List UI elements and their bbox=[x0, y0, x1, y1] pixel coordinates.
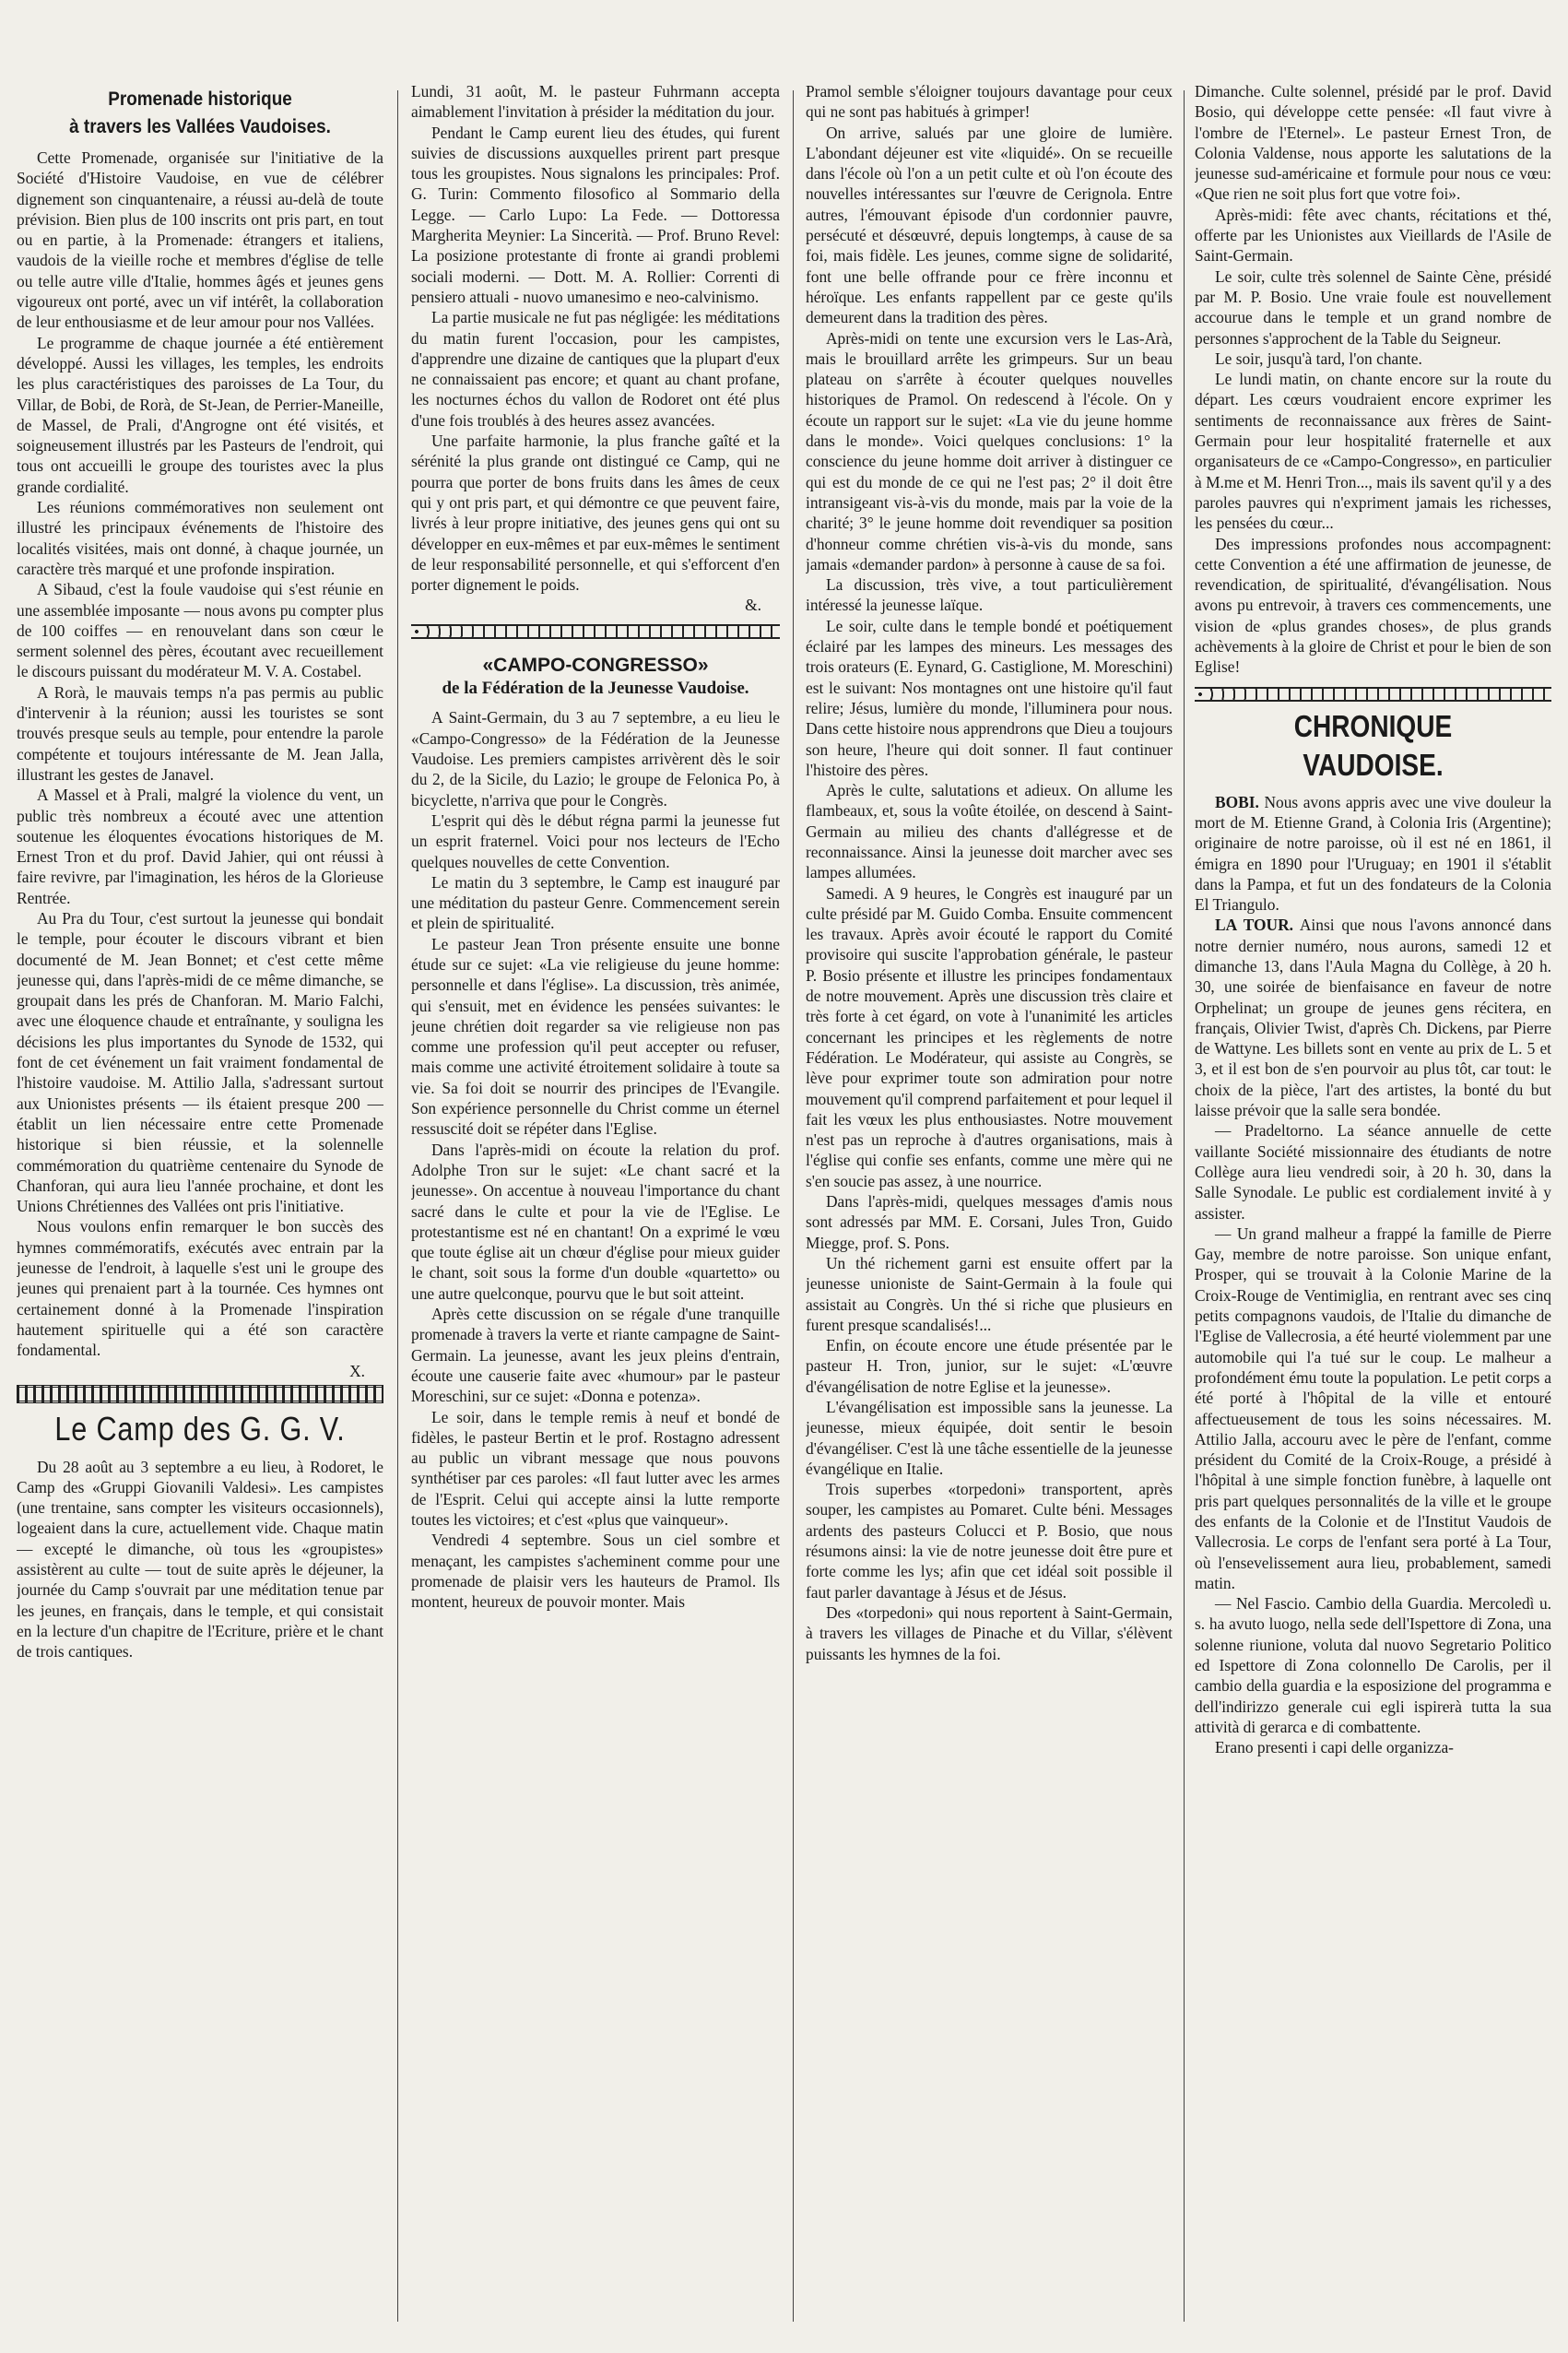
place-keyword: BOBI. bbox=[1215, 792, 1259, 811]
chronique-title: CHRONIQUE VAUDOISE. bbox=[1293, 708, 1453, 782]
article-signature: X. bbox=[349, 1361, 365, 1380]
column-rule bbox=[1184, 90, 1185, 2322]
section-divider bbox=[17, 1385, 383, 1403]
article-paragraph: A Massel et à Prali, malgré la violence du vent, un public très nombreux a écouté avec une attention soutenue les éloquentes évocations historiques de M. Ernest Tron et du prof. David Jahier, qui ont réussi à faire revivre, par l'imagination, les héros de la Glorieuse Rentrée. bbox=[17, 786, 383, 907]
article-paragraph: Le soir, culte très solennel de Sainte Cène, présidé par M. P. Bosio. Une vraie foule est nouvellement accourue dans le temple et un grand nombre de personnes s'approchent de la Table du Seigneur. bbox=[1195, 266, 1551, 348]
article-paragraph: Dimanche. Culte solennel, présidé par le prof. David Bosio, qui développe cette pensée: «Il faut vivre à l'ombre de l'Eternel». Le pasteur Ernest Tron, de Colonia Valdense, nous apporte les salutations de la jeunesse sud-américaine et formule pour nous ce vœu: «Que rien ne soit plus fort que votre foi». bbox=[1195, 82, 1551, 204]
news-item-fascio: — Nel Fascio. Cambio della Guardia. Mercoledì u. s. ha avuto luogo, nella sede dell'Ispettore di Zona, una solenne riunione, voluta dal nuovo Segretario Politico ed Ispettore di Zona colonnello De Carolis, per il cambio della guardia e la esposizione del programma e dell'indirizzo generale cui egli ispirerà tutta la sua attività di gerarca e di combattente. bbox=[1195, 1594, 1551, 1736]
article-paragraph: Le soir, jusqu'à tard, l'on chante. bbox=[1215, 349, 1422, 368]
promenade-title-line2: à travers les Vallées Vaudoises. bbox=[69, 116, 331, 137]
article-paragraph: Samedi. A 9 heures, le Congrès est inauguré par un culte présidé par M. Guido Comba. Ensuite commencent les travaux. Après avoir écouté le rapport du Comité provisoire qui suscite l'approbation générale, le pasteur P. Bosio présente et illustre les principes fondamentaux de notre mouvement. Après une discussion très claire et très forte à cet égard, on vote à l'unanimité les articles concernant les principes et les règlements de notre Fédération. Le Modérateur, qui assiste au Congrès, se lève pour exprimer toute son admiration pour notre mouvement qu'il comprend parfaitement et pour lequel il fait les vœux les plus enthousiastes. Notre mouvement n'est pas un reproche à d'autres organisations, mais à l'église qui confie ses enfants, comme une mère qui ne s'en soucie pas assez, à une nourrice. bbox=[806, 883, 1173, 1190]
article-paragraph: Un thé richement garni est ensuite offert par la jeunesse unioniste de Saint-Germain à la foule qui assistait au Congrès. Un thé si riche que plusieurs en furent presque scandalisés!... bbox=[806, 1253, 1173, 1334]
article-paragraph: Les réunions commémoratives non seulement ont illustré les principaux événements de l'histoire des localités visitées, mais ont donné, à chaque journée, un caractère très marqué et une profonde inspiration. bbox=[17, 498, 383, 578]
place-keyword: LA TOUR. bbox=[1215, 916, 1293, 935]
congresso-title: «CAMPO-CONGRESSO» bbox=[482, 655, 709, 677]
article-paragraph: Après le culte, salutations et adieux. On allume les flambeaux, et, sous la voûte étoilée, on descend à Saint-Germain au milieu des chants d'allégresse et de reconnaissance. Ainsi la jeunesse doit marcher avec ses lampes allumées. bbox=[806, 781, 1173, 882]
article-paragraph: Enfin, on écoute encore une étude présentée par le pasteur H. Tron, junior, sur le sujet: «L'œuvre d'évangélisation de notre Eglise et la jeunesse». bbox=[806, 1336, 1173, 1396]
article-paragraph: Trois superbes «torpedoni» transportent, après souper, les campistes au Pomaret. Culte béni. Messages ardents des pasteurs Colucci et P. Bosio, que nous résumons ainsi: la vie de notre jeunesse doit être pure et forte comme les lys; afin que cet idéal soit possible il faut parler davantage à Jésus et de Jésus. bbox=[806, 1480, 1173, 1602]
article-paragraph: Cette Promenade, organisée sur l'initiative de la Société d'Histoire Vaudoise, en vue de célébrer dignement son cinquantenaire, a réussi au-delà de toute prévision. Bien plus de 100 inscrits ont pris part, en tout ou en partie, à la Promenade: étrangers et italiens, vaudois de la vieille roche et membres d'église de telle ou telle autre ville d'Italie, hommes âgés et jeunes gens vigoureux ont porté, avec un vif intérêt, la collaboration de leur enthousiasme et de leur amour pour nos Vallées. bbox=[17, 148, 383, 332]
article-paragraph: Pendant le Camp eurent lieu des études, qui furent suivies de discussions auxquelles prirent part presque tous les groupistes. Nous signalons les principales: Prof. G. Turin: Commento filosofico al Sommario della Legge. — Carlo Lupo: La Fede. — Dottoressa Margherita Meynier: La Sincerità. — Prof. Bruno Revel: La posizione protestante di fronte ai grandi problemi sociali moderni. — Dott. M. A. Rollier: Correnti di pensiero attuali - nuovo umanesimo e neo-calvinismo. bbox=[411, 123, 780, 306]
article-paragraph: Vendredi 4 septembre. Sous un ciel sombre et menaçant, les campistes s'acheminent comme pour une promenade de plaisir vers les hauteurs de Pramol. Ils montent, heureux de pouvoir monter. Mais bbox=[411, 1531, 780, 1612]
article-paragraph: La discussion, très vive, a tout particulièrement intéressé la jeunesse laïque. bbox=[806, 575, 1173, 615]
article-paragraph: Nous voulons enfin remarquer le bon succès des hymnes commémoratifs, exécutés avec entrain par la jeunesse de l'endroit, à laquelle s'est uni le groupe des jeunes qui prenaient part à la tournée. Ces hymnes ont certainement donné à la Promenade l'inspiration hautement spirituelle qui a été son caractère fondamental. bbox=[17, 1217, 383, 1360]
article-paragraph: Dans l'après-midi on écoute la relation du prof. Adolphe Tron sur le sujet: «Le chant sacré et la jeunesse». On accentue à nouveau l'importance du chant sacré dans le culte et pour la vie de l'Eglise. Le protestantisme est né en chantant! On a exprimé le vœu que toute église ait un chœur d'église pour mieux guider le chant, soit sous la forme d'un double «quartetto» ou une autre quelconque, pourvu que le but soit atteint. bbox=[411, 1140, 780, 1303]
newspaper-page bbox=[17, 81, 1551, 2331]
article-paragraph: Du 28 août au 3 septembre a eu lieu, à Rodoret, le Camp des «Gruppi Giovanili Valdesi». Les campistes (une trentaine, sans compter les visiteurs occasionnels), logeaient dans la cure, actuellement vide. Chaque matin — excepté le dimanche, où tous les «groupistes» assistèrent au culte — tout de suite après le déjeuner, la journée du Camp s'ouvrait par une méditation tenue par les jeunes, en français, dans le temple, et qui consistait en la lecture d'un chapitre de l'Ecriture, prière et le chant de trois cantiques. bbox=[17, 1457, 383, 1661]
article-paragraph: Des «torpedoni» qui nous reportent à Saint-Germain, à travers les villages de Pinache et du Villar, s'élèvent puissants les hymnes de la foi. bbox=[806, 1602, 1173, 1663]
congresso-subtitle: de la Fédération de la Jeunesse Vaudoise. bbox=[442, 679, 749, 699]
column-rule bbox=[397, 90, 398, 2322]
article-paragraph: Des impressions profondes nous accompagnent: cette Convention a été une affirmation de jeunesse, de revendication, de spiritualité, d'évangélisation. Nous avons pu entrevoir, à travers ces commencements, une vision de «plus grandes choses», de plus grands achèvements à la gloire de Christ et pour le bien de son Eglise! bbox=[1195, 534, 1551, 677]
article-paragraph: Le soir, culte dans le temple bondé et poétiquement éclairé par les lampes des mineurs. Les messages des trois orateurs (E. Eynard, G. Castiglione, M. Moreschini) est le suivant: Nos montagnes ont une histoire qu'il faut relire; Jésus, lumière du monde, l'illuminera pour nous. Dans cette histoire nous apprendrons que Dieu a toujours son heure, l'heure qui doit sonner. Il faut continuer l'histoire des pères. bbox=[806, 616, 1173, 779]
news-text: Nous avons appris avec une vive douleur la mort de M. Etienne Grand, à Colonia Iris (Argentine); originaire de notre paroisse, où il est né en 1861, il émigra en 1890 pour l'Uruguay; en 1901 il s'établit dans la Pampa, et fut un des fondateurs de la Colonia El Triangulo. bbox=[1195, 792, 1551, 915]
article-paragraph: Après-midi on tente une excursion vers le Las-Arà, mais le brouillard arrête les grimpeurs. Sur un beau plateau on s'arrête à écouter quelques nouvelles historiques de Pramol. On redescend à l'école. On y écoute un rapport sur le sujet: «La vie du jeune homme dans le monde». Voici quelques conclusions: 1° la conscience du jeune homme doit arriver à distinguer ce qui est du monde de ce qui ne l'est pas; 2° il doit être intransigeant vis-à-vis du monde, mais par la voie de la charité; 3° le jeune homme doit revendiquer sa position d'honneur comme chrétien vis-à-vis du monde, sans jamais «demander pardon» à personne à cause de sa foi. bbox=[806, 328, 1173, 573]
news-item-gay: — Un grand malheur a frappé la famille de Pierre Gay, membre de notre paroisse. Son unique enfant, Prosper, qui se trouvait à la Colonie Marine de la Croix-Rouge de Ventimiglia, en rentrant avec ses cinq petits compagnons vaudois, de l'Italie du dimanche de l'Eglise de Vallecrosia, a été heurté violemment par une automobile qui l'a tué sur le coup. Le malheur a profondément ému toute la population. Le petit corps a été porté à l'hôpital de la ville et entouré affectueusement de tous les soins nécessaires. M. Attilio Jalla, accouru avec le père de l'enfant, comme président du Comité de la Croix-Rouge, a présidé à l'hôpital à une simple fonction funèbre, à laquelle ont pris part quelques personnalités de la ville et le groupe des enfants de la Colonie et de l'Institut Vaudois de Vallecrosia. Le corps de l'enfant sera porté à La Tour, où l'ensevelissement aura lieu, probablement, samedi matin. bbox=[1195, 1224, 1551, 1592]
section-divider bbox=[1195, 687, 1551, 702]
news-item-erano: Erano presenti i capi delle organizza- bbox=[1215, 1738, 1454, 1757]
column-1 bbox=[17, 81, 383, 2331]
article-paragraph: A Saint-Germain, du 3 au 7 septembre, a eu lieu le «Campo-Congresso» de la Fédération de la Jeunesse Vaudoise. Les premiers campistes arrivèrent dès le soir du 2, de la Sicile, du Lazio; le groupe de Felonica Po, à bicyclette, n'arriva que pour le Congrès. bbox=[411, 708, 780, 810]
article-paragraph: On arrive, salués par une gloire de lumière. L'abondant déjeuner est vite «liquidé». On se recueille dans l'école où l'on a un petit culte et où l'on écoute des nouvelles intéressantes sur l'œuvre de Cerignola. Entre autres, l'émouvant épisode d'un cordonnier pauvre, persécuté et désœuvré, depuis longtemps, à cause de sa foi, mais fidèle. Les jeunes, comme signe de solidarité, font une belle offrande pour ce frère inconnu et héroïque. Les enfants rappellent par ce geste qu'ils demeurent dans la tradition des pères. bbox=[806, 123, 1173, 327]
news-item-pradeltorno: — Pradeltorno. La séance annuelle de cette vaillante Société missionnaire des étudiants de notre Collège aura lieu vendredi soir, à 20 h. 30, dans la Salle Synodale. Le public est cordialement invité à y assister. bbox=[1195, 1121, 1551, 1223]
article-paragraph: Le lundi matin, on chante encore sur la route du départ. Les cœurs voudraient encore exprimer les sentiments de reconnaissance aux frères de Saint-Germain pour leur hospitalité fraternelle et aux organisateurs de ce «Campo-Congresso», en particulier à M.me et M. Henri Tron..., mais ils savent qu'il y a des paroles pauvres qui n'expriment jamais les richesses, les pensées du cœur... bbox=[1195, 370, 1551, 533]
column-4 bbox=[1195, 81, 1551, 2331]
article-paragraph: Au Pra du Tour, c'est surtout la jeunesse qui bondait le temple, pour écouter le discours vibrant et bien documenté de M. Jean Bonnet; et c'est cette même jeunesse qui, dans l'après-midi de ce même dimanche, se groupait dans les prés de Chanforan. M. Mario Falchi, avec une éloquence chaude et entraînante, y souligna les décisions les plus importantes du Synode de 1532, qui font de cet événement un fait vraiment fondamental de l'histoire vaudoise. M. Attilio Jalla, s'adressant surtout aux Unionistes présents — ils étaient presque 200 — établit un lien nécessaire entre cette Promenade historique si bien réussie, et la solennelle commémoration du quatrième centenaire du Synode de Chanforan, qui aura lieu l'année prochaine, et dont les Unions Chrétiennes des Vallées ont pris l'initiative. bbox=[17, 908, 383, 1216]
promenade-title-line1: Promenade historique bbox=[108, 89, 292, 110]
article-paragraph: Après-midi: fête avec chants, récitations et thé, offerte par les Unionistes aux Vieillards de l'Asile de Saint-Germain. bbox=[1195, 205, 1551, 266]
article-paragraph: A Rorà, le mauvais temps n'a pas permis au public d'intervenir à la réunion; aussi les touristes se sont trouvés presque seuls au temple, pour entendre la parole compétente et toujours intéressante de M. Jean Jalla, illustrant les gestes de Janavel. bbox=[17, 682, 383, 784]
column-2 bbox=[411, 81, 780, 2331]
section-divider bbox=[411, 624, 780, 639]
camp-title: Le Camp des G. G. V. bbox=[54, 1409, 346, 1448]
article-paragraph: Le soir, dans le temple remis à neuf et bondé de fidèles, le pasteur Bertin et le prof. Rostagno adressent au public un vibrant message que nous pouvons synthétiser par ces paroles: «Il faut lutter avec les armes de l'Esprit. Celui qui accepte ainsi la lutte remporte toutes les victoires; et c'est «plus que vainqueur». bbox=[411, 1407, 780, 1529]
news-item-la-tour bbox=[1195, 915, 1551, 1120]
article-paragraph: La partie musicale ne fut pas négligée: les méditations du matin furent l'occasion, pour les campistes, d'apprendre une dizaine de cantiques que la plupart d'eux ne connaissaient pas encore; et quant au chant profane, les nocturnes échos du vallon de Rodoret ont été plus d'une fois troublés à des heures assez avancées. bbox=[411, 308, 780, 430]
article-paragraph: Pramol semble s'éloigner toujours davantage pour ceux qui ne sont pas habitués à grimper! bbox=[806, 82, 1173, 122]
article-signature: &. bbox=[745, 596, 761, 615]
article-paragraph: Une parfaite harmonie, la plus franche gaîté et la sérénité la plus grande ont distingué ce Camp, qui ne pourra que porter de bons fruits dans les âmes de ceux qui y ont pris part, et qui démontre ce que peuvent faire, livrés à leur propre initiative, des jeunes gens qui ont su développer en eux-mêmes et par eux-mêmes le sentiment de leur responsabilité personnelle, et qui s'efforcent d'en porter dignement le poids. bbox=[411, 432, 780, 595]
column-rule bbox=[793, 90, 794, 2322]
article-paragraph: Le programme de chaque journée a été entièrement développé. Aussi les villages, les temples, les endroits les plus caractéristiques des paroisses de La Tour, du Villar, de Bobi, de Rorà, de St-Jean, de Perrier-Maneille, de Massel, de Prali, d'Angrogne ont été visités, et soigneusement illustrés par les Pasteurs de l'endroit, qui tous ont accueilli le groupe des touristes avec la plus grande cordialité. bbox=[17, 333, 383, 496]
article-paragraph: L'esprit qui dès le début régna parmi la jeunesse fut un esprit fraternel. Voici pour nos lecteurs de l'Echo quelques nouvelles de cette Convention. bbox=[411, 810, 780, 871]
article-paragraph: Le pasteur Jean Tron présente ensuite une bonne étude sur ce sujet: «La vie religieuse du jeune homme: personnelle et dans l'église». La discussion, très animée, qui s'ensuit, met en évidence les pensées suivantes: le jeune chrétien doit regarder sa vie religieuse non pas comme une profession qu'il peut accepter ou refuser, mais comme une activité étroitement solidaire à toute sa vie. Sa foi doit se nourrir des principes de l'Evangile. Son expérience personnelle du Christ comme un éternel ressuscité doit se répéter dans l'Eglise. bbox=[411, 934, 780, 1139]
article-paragraph: L'évangélisation est impossible sans la jeunesse. La jeunesse, mieux équipée, doit sentir le besoin d'évangéliser. C'est là une tâche essentielle de la jeunesse évangélique en Italie. bbox=[806, 1398, 1173, 1478]
news-text: Ainsi que nous l'avons annoncé dans notre dernier numéro, nous aurons, samedi 12 et dimanche 13, dans l'Aula Magna du Collège, à 20 h. 30, une soirée de bienfaisance en faveur de notre Orphelinat; un groupe de jeunes gens récitera, en français, Olivier Twist, d'après Ch. Dickens, par Pierre de Wattyne. Les billets sont en vente au prix de L. 5 et 3, et il est bon de s'en pourvoir au plus tôt, car tout: le choix de la pièce, l'art des artistes, la bonté du but laisse prévoir que la salle sera bondée. bbox=[1195, 916, 1551, 1120]
article-paragraph: Après cette discussion on se régale d'une tranquille promenade à travers la verte et riante campagne de Saint-Germain. La jeunesse, avant les jeux pleins d'entrain, écoute une causerie faite avec «humour» par le pasteur Moreschini, sur ce sujet: «Donna e potenza». bbox=[411, 1305, 780, 1406]
column-3 bbox=[806, 81, 1173, 2331]
news-item-bobi bbox=[1195, 792, 1551, 916]
article-paragraph: Le matin du 3 septembre, le Camp est inauguré par une méditation du pasteur Genre. Commencement serein et plein de spiritualité. bbox=[411, 872, 780, 933]
article-paragraph: A Sibaud, c'est la foule vaudoise qui s'est réunie en une assemblée imposante — nous avons pu compter plus de 100 coiffes — en renouvelant dans son cœur le serment solennel des pères, écoutant avec recueillement le discours puissant du modérateur M. V. A. Costabel. bbox=[17, 580, 383, 681]
article-paragraph: Dans l'après-midi, quelques messages d'amis nous sont adressés par MM. E. Corsani, Jules Tron, Guido Miegge, prof. S. Pons. bbox=[806, 1192, 1173, 1252]
article-paragraph: Lundi, 31 août, M. le pasteur Fuhrmann accepta aimablement l'invitation à présider la méditation du jour. bbox=[411, 82, 780, 122]
